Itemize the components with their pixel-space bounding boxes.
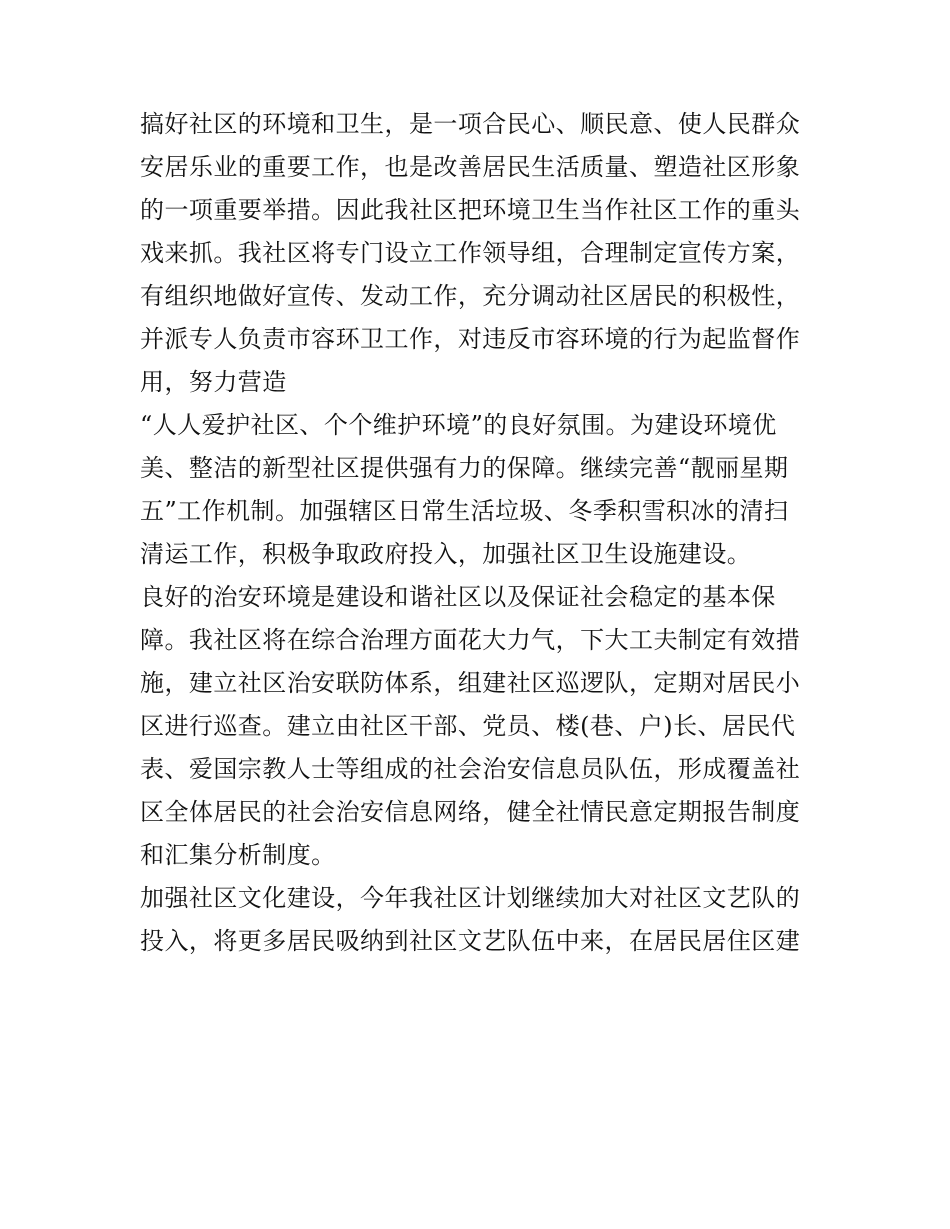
text-line: 有组织地做好宣传、发动工作，充分调动社区居民的积极性， (140, 282, 801, 310)
text-line: 的一项重要举措。因此我社区把环境卫生当作社区工作的重头 (140, 196, 801, 224)
text-line: 美、整洁的新型社区提供强有力的保障。继续完善“靓丽星期 (140, 454, 789, 482)
text-line: 加强社区文化建设，今年我社区计划继续加大对社区文艺队的 (140, 884, 801, 912)
paragraph-culture (140, 880, 820, 966)
text-line: 障。我社区将在综合治理方面花大力气，下大工夫制定有效措 (140, 626, 801, 654)
text-line: 戏来抓。我社区将专门设立工作领导组，合理制定宣传方案， (140, 239, 801, 267)
text-line: 五”工作机制。加强辖区日常生活垃圾、冬季积雪积冰的清扫 (140, 497, 789, 525)
text-line: 施，建立社区治安联防体系，组建社区巡逻队，定期对居民小 (140, 669, 801, 697)
text-line: 搞好社区的环境和卫生，是一项合民心、顺民意、使人民群众 (140, 110, 801, 138)
document-body (140, 106, 820, 966)
paragraph-atmosphere (140, 407, 820, 579)
text-line: “人人爱护社区、个个维护环境”的良好氛围。为建设环境优 (140, 411, 777, 439)
text-line: 区全体居民的社会治安信息网络，健全社情民意定期报告制度 (140, 798, 801, 826)
text-line: 区进行巡查。建立由社区干部、党员、楼(巷、户)长、居民代 (140, 712, 796, 740)
paragraph-security (140, 579, 820, 880)
text-line: 和汇集分析制度。 (140, 841, 336, 869)
text-line: 安居乐业的重要工作，也是改善居民生活质量、塑造社区形象 (140, 153, 801, 181)
text-line: 并派专人负责市容环卫工作，对违反市容环境的行为起监督作 (140, 325, 801, 353)
text-line: 良好的治安环境是建设和谐社区以及保证社会稳定的基本保 (140, 583, 776, 611)
text-line: 用，努力营造 (140, 368, 287, 396)
text-line: 表、爱国宗教人士等组成的社会治安信息员队伍，形成覆盖社 (140, 755, 801, 783)
text-line: 投入，将更多居民吸纳到社区文艺队伍中来，在居民居住区建 (140, 927, 801, 955)
text-line: 清运工作，积极争取政府投入，加强社区卫生设施建设。 (140, 540, 752, 568)
paragraph-environment (140, 106, 820, 407)
